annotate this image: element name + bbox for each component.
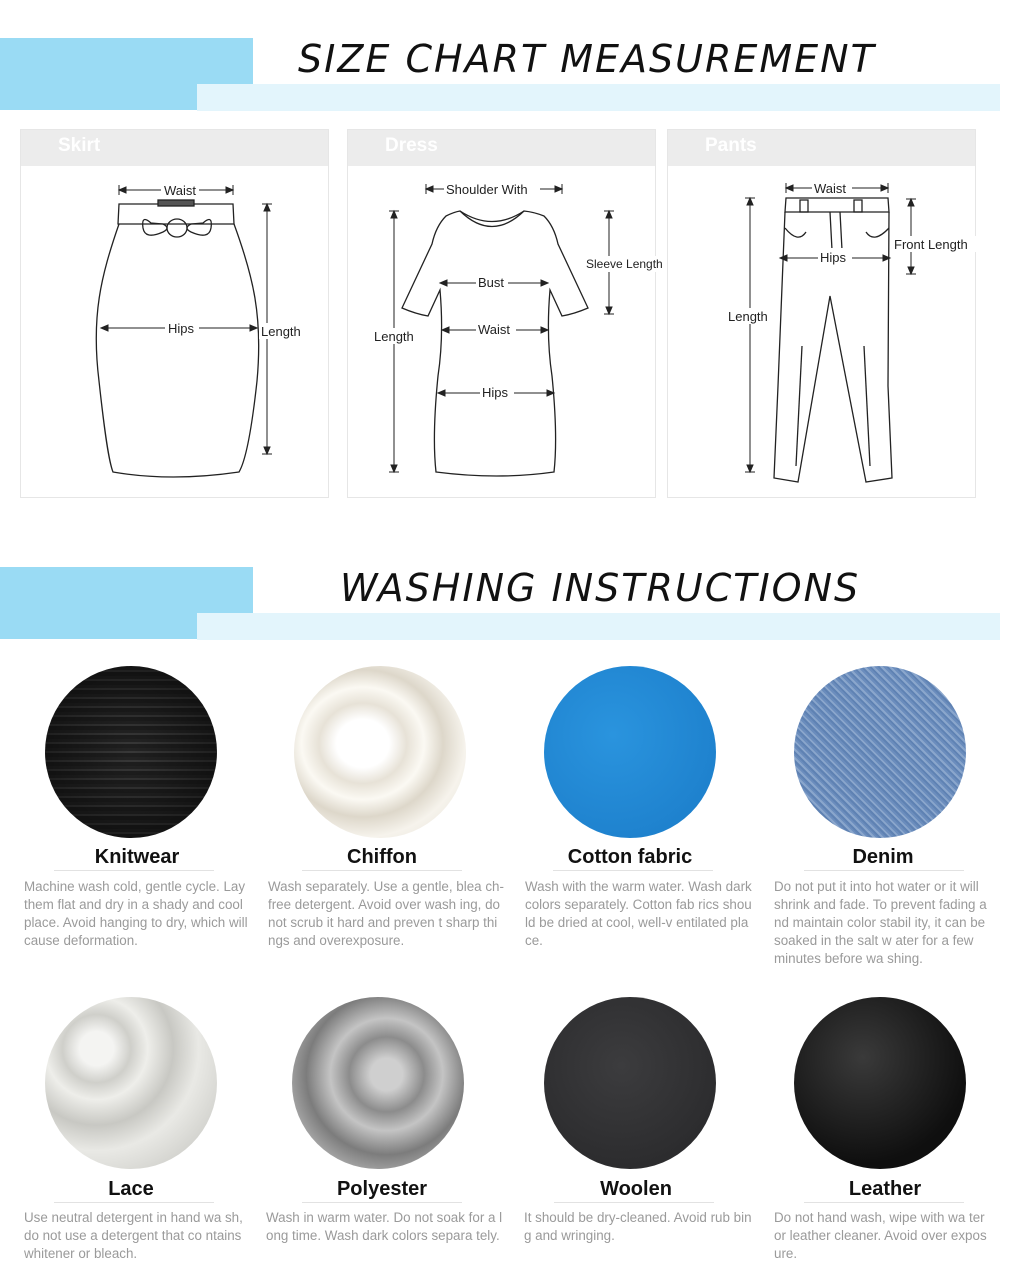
name-underline <box>554 1202 714 1203</box>
fabric-description: Do not hand wash, wipe with wa ter or leather cleaner. Avoid over exposure. <box>774 1210 987 1261</box>
banner-stripe <box>197 84 1000 111</box>
skirt-bow-left <box>143 219 167 235</box>
skirt-hips-label: Hips <box>168 321 195 336</box>
fabric-description: Wash with the warm water. Wash dark colors separately. Cotton fab rics should be dried at cool, well-v entilated place. <box>525 879 752 948</box>
pants-front-length-label: Front Length <box>894 237 968 252</box>
pants-belt-loop-left <box>800 200 808 212</box>
skirt-panel <box>20 129 329 498</box>
fabric-description: Wash in warm water. Do not soak for a long time. Wash dark colors separa tely. <box>266 1210 503 1243</box>
name-underline <box>54 1202 214 1203</box>
polyester-swatch <box>292 997 464 1169</box>
name-underline <box>54 870 214 871</box>
skirt-waist-tab <box>158 200 194 206</box>
fabric-name: Denim <box>852 846 914 868</box>
skirt-diagram <box>21 166 328 497</box>
cotton-swatch <box>544 666 716 838</box>
pants-panel-title: Pants <box>705 135 757 156</box>
dress-neckline <box>460 211 524 227</box>
pants-crease-left <box>796 346 802 466</box>
pants-length-label: Length <box>728 309 768 324</box>
lace-swatch <box>45 997 217 1169</box>
fabric-name: Leather <box>848 1178 922 1200</box>
dress-body <box>402 211 588 476</box>
skirt-body <box>96 224 259 477</box>
skirt-waist-label: Waist <box>164 183 197 198</box>
washing-instructions-banner <box>0 567 1000 642</box>
dress-panel <box>347 129 663 498</box>
fabric-description: It should be dry-cleaned. Avoid rub bing and wringing. <box>524 1210 752 1243</box>
banner-stripe <box>197 613 1000 640</box>
pants-pocket-left <box>785 228 806 237</box>
chiffon-swatch <box>294 666 466 838</box>
pants-fly <box>830 212 842 250</box>
size-chart-title: SIZE CHART MEASUREMENT <box>298 37 876 81</box>
knitwear-swatch <box>45 666 217 838</box>
pants-waist-label: Waist <box>814 181 847 196</box>
name-underline <box>804 870 964 871</box>
fabric-name: Cotton fabric <box>567 846 693 868</box>
pants-panel <box>667 129 976 498</box>
size-chart-banner <box>0 38 1000 113</box>
dress-panel-title: Dress <box>385 135 438 156</box>
skirt-panel-header <box>21 130 328 166</box>
dress-bust-label: Bust <box>478 275 505 290</box>
name-underline <box>804 1202 964 1203</box>
name-underline <box>302 870 462 871</box>
pants-belt-loop-right <box>854 200 862 212</box>
dress-hips-label: Hips <box>482 385 509 400</box>
dress-sleeve-label: Sleeve Length <box>586 257 663 271</box>
skirt-length-label: Length <box>261 324 301 339</box>
name-underline <box>302 1202 462 1203</box>
fabric-name: Woolen <box>600 1178 672 1200</box>
fabric-name: Polyester <box>336 1178 428 1200</box>
name-underline <box>553 870 713 871</box>
fabric-name: Knitwear <box>94 846 180 868</box>
skirt-waistband <box>118 204 234 224</box>
woolen-swatch <box>544 997 716 1169</box>
dress-waist-label: Waist <box>478 322 511 337</box>
dress-length-label: Length <box>374 329 414 344</box>
dress-diagram <box>348 166 663 497</box>
pants-hips-label: Hips <box>820 250 847 265</box>
skirt-bow-center <box>167 219 187 237</box>
dress-shoulder-label: Shoulder With <box>446 182 528 197</box>
fabric-description: Use neutral detergent in hand wa sh, do not use a detergent that co ntains whitener or bleach. <box>24 1210 243 1261</box>
skirt-bow-right <box>187 219 211 235</box>
dress-panel-header <box>348 130 655 166</box>
pants-diagram <box>668 166 975 497</box>
fabric-description: Wash separately. Use a gentle, blea ch-free detergent. Avoid over wash ing, do not scrub it hard and preven t sharp things and overexposure. <box>268 879 504 948</box>
leather-swatch <box>794 997 966 1169</box>
fabric-description: Do not put it into hot water or it will shrink and fade. To prevent fading and maintain color stabil ity, it can be soaked in the salt w ater for a few minutes before wa shing. <box>774 879 987 966</box>
pants-panel-header <box>668 130 975 166</box>
fabric-description: Machine wash cold, gentle cycle. Lay them flat and dry in a shady and cool place. Avoid hanging to dry, which will cause deformation. <box>24 879 248 948</box>
pants-crease-right <box>864 346 870 466</box>
denim-swatch <box>794 666 966 838</box>
washing-instructions-title: WASHING INSTRUCTIONS <box>340 566 861 610</box>
pants-pocket-right <box>866 228 889 237</box>
skirt-panel-title: Skirt <box>58 135 101 156</box>
fabric-name: Lace <box>108 1178 154 1200</box>
fabric-name: Chiffon <box>347 846 417 868</box>
